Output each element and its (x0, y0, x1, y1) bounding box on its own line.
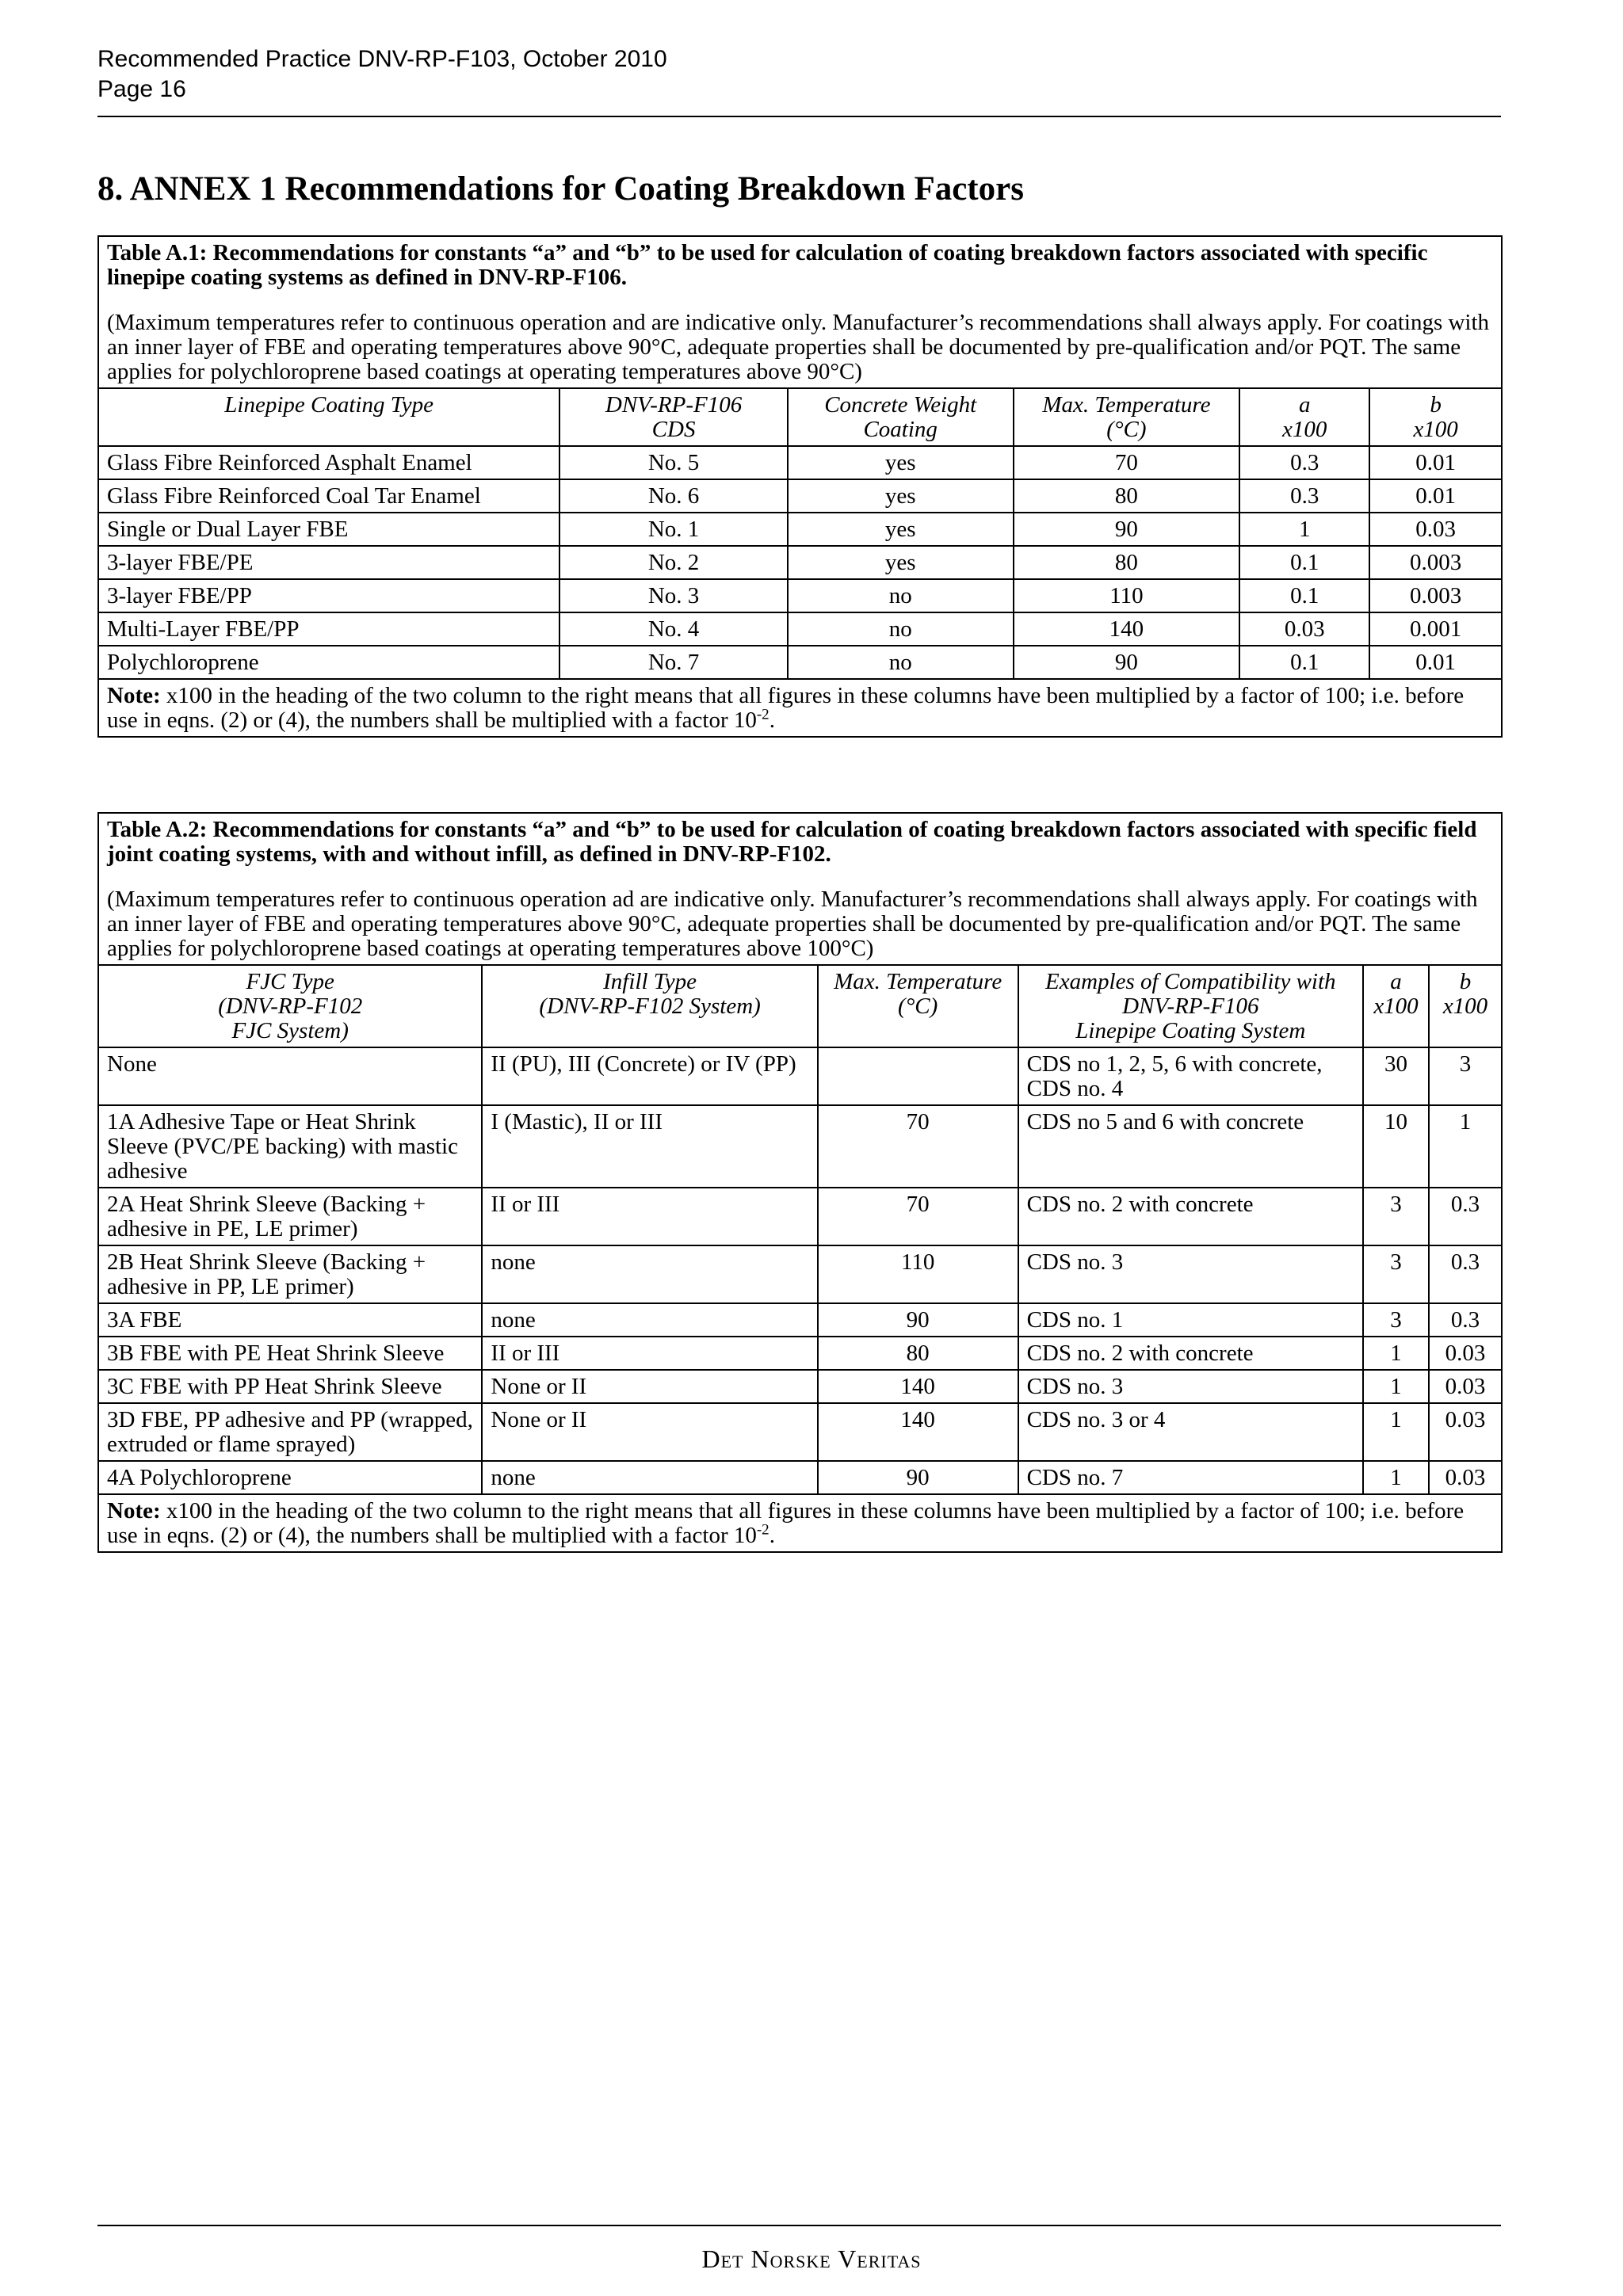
table-cell: 3 (1363, 1303, 1429, 1337)
table-cell: Polychloroprene (98, 646, 559, 679)
table-a2-header-row (98, 965, 1502, 1047)
table-a2-footnote-row (98, 1494, 1502, 1552)
table-cell: 0.03 (1429, 1461, 1502, 1494)
table-cell: CDS no. 3 or 4 (1018, 1403, 1363, 1461)
table-cell: 3 (1363, 1188, 1429, 1245)
table-cell: 0.3 (1429, 1303, 1502, 1337)
table-cell: No. 3 (559, 579, 788, 612)
table-cell: Glass Fibre Reinforced Coal Tar Enamel (98, 479, 559, 513)
table-a2 (97, 812, 1503, 1553)
table-cell: 0.03 (1429, 1403, 1502, 1461)
table-cell: 4A Polychloroprene (98, 1461, 482, 1494)
column-header: Linepipe Coating Type (98, 388, 559, 446)
table-cell: 3D FBE, PP adhesive and PP (wrapped, extruded or flame sprayed) (98, 1403, 482, 1461)
table-cell: Multi-Layer FBE/PP (98, 612, 559, 646)
table-cell: II (PU), III (Concrete) or IV (PP) (482, 1047, 817, 1105)
header-page-number: Page 16 (97, 76, 186, 102)
table-cell: Glass Fibre Reinforced Asphalt Enamel (98, 446, 559, 479)
table-row (98, 1461, 1502, 1494)
table-cell: no (788, 612, 1014, 646)
column-header: Max. Temperature (°C) (818, 965, 1018, 1047)
table-row (98, 1403, 1502, 1461)
table-cell: CDS no. 2 with concrete (1018, 1337, 1363, 1370)
header-document-title: Recommended Practice DNV-RP-F103, October 2010 (97, 46, 667, 72)
table-cell: 3 (1429, 1047, 1502, 1105)
footnote-exponent: -2 (756, 706, 769, 723)
table-cell: 0.3 (1429, 1188, 1502, 1245)
table-cell: II or III (482, 1188, 817, 1245)
table-cell: 3-layer FBE/PP (98, 579, 559, 612)
table-cell: 0.01 (1369, 446, 1502, 479)
table-cell: 0.003 (1369, 546, 1502, 579)
table-cell: 0.03 (1369, 513, 1502, 546)
footnote-label: Note: (107, 1498, 161, 1524)
table-a1-caption: Table A.1: Recommendations for constants “a” and “b” to be used for calculation of coating breakdown factors associated with specific linepipe coating systems as defined in DNV-RP-F106. (107, 240, 1428, 290)
table-row (98, 1337, 1502, 1370)
table-cell: 0.3 (1429, 1245, 1502, 1303)
table-cell: 110 (1014, 579, 1240, 612)
table-a2-footnote: Note: x100 in the heading of the two column to the right means that all figures in these columns have been multiplied by a factor of 100; i.e. before use in eqns. (2) or (4), the numbers shall be multiplied with a factor $10^{-2}$. (98, 1494, 1502, 1552)
column-header: Examples of Compatibility with DNV-RP-F106 Linepipe Coating System (1018, 965, 1363, 1047)
table-cell: No. 6 (559, 479, 788, 513)
running-header (97, 44, 667, 105)
table-cell: II or III (482, 1337, 817, 1370)
footnote-text: x100 in the heading of the two column to the right means that all figures in these columns have been multiplied by a factor of 100; i.e. before use in eqns. (2) or (4), the numbers shall be multiplied with a factor 10 (107, 1498, 1465, 1548)
table-cell: yes (788, 513, 1014, 546)
table-cell: CDS no. 1 (1018, 1303, 1363, 1337)
table-cell: 1 (1363, 1337, 1429, 1370)
table-cell: 3C FBE with PP Heat Shrink Sleeve (98, 1370, 482, 1403)
table-cell: No. 2 (559, 546, 788, 579)
table-cell: no (788, 579, 1014, 612)
table-cell: 1 (1363, 1370, 1429, 1403)
table-cell: none (482, 1303, 817, 1337)
table-cell: 90 (1014, 513, 1240, 546)
table-cell: 0.03 (1239, 612, 1369, 646)
table-cell: None or II (482, 1370, 817, 1403)
column-header: Max. Temperature (°C) (1014, 388, 1240, 446)
table-cell: 3 (1363, 1245, 1429, 1303)
table-row (98, 1370, 1502, 1403)
footnote-label: Note: (107, 683, 161, 708)
table-a2-caption-row (98, 813, 1502, 965)
table-cell: Single or Dual Layer FBE (98, 513, 559, 546)
table-row (98, 646, 1502, 679)
table-cell: CDS no. 3 (1018, 1370, 1363, 1403)
table-cell: 90 (1014, 646, 1240, 679)
table-cell: 1 (1239, 513, 1369, 546)
column-header: b x100 (1429, 965, 1502, 1047)
table-a1-header-row (98, 388, 1502, 446)
table-cell: yes (788, 446, 1014, 479)
table-cell: 1 (1363, 1403, 1429, 1461)
column-header: FJC Type (DNV-RP-F102 FJC System) (98, 965, 482, 1047)
table-cell: CDS no 5 and 6 with concrete (1018, 1105, 1363, 1188)
table-a1-caption-note: (Maximum temperatures refer to continuous operation and are indicative only. Manufacturer’s recommendations shall always apply. For coatings with an inner layer of FBE and operating temperatures above 90°C, adequate properties shall be documented by pre-qualification and/or PQT. The same applies for polychloroprene based coatings at operating temperatures above 90°C) (107, 310, 1490, 384)
table-cell: CDS no. 2 with concrete (1018, 1188, 1363, 1245)
table-cell: No. 4 (559, 612, 788, 646)
table-cell: 0.01 (1369, 479, 1502, 513)
table-cell: No. 1 (559, 513, 788, 546)
column-header: a x100 (1363, 965, 1429, 1047)
table-cell: 0.01 (1369, 646, 1502, 679)
table-row (98, 479, 1502, 513)
footnote-text: x100 in the heading of the two column to the right means that all figures in these columns have been multiplied by a factor of 100; i.e. before use in eqns. (2) or (4), the numbers shall be multiplied with a factor 10 (107, 683, 1465, 733)
table-a1-caption-cell (98, 236, 1502, 388)
table-cell: 0.3 (1239, 479, 1369, 513)
table-row (98, 446, 1502, 479)
table-cell: 10 (1363, 1105, 1429, 1188)
table-cell: 2B Heat Shrink Sleeve (Backing + adhesive in PP, LE primer) (98, 1245, 482, 1303)
footer-publisher: Det Norske Veritas (701, 2245, 922, 2273)
table-a1-footnote: Note: x100 in the heading of the two column to the right means that all figures in these columns have been multiplied by a factor of 100; i.e. before use in eqns. (2) or (4), the numbers shall be multiplied with a factor $10^{-2}$. (98, 679, 1502, 737)
table-cell: 70 (818, 1188, 1018, 1245)
table-cell: 110 (818, 1245, 1018, 1303)
table-cell: 70 (1014, 446, 1240, 479)
table-cell: 2A Heat Shrink Sleeve (Backing + adhesive in PE, LE primer) (98, 1188, 482, 1245)
table-row (98, 1047, 1502, 1105)
table-cell: 0.3 (1239, 446, 1369, 479)
table-cell: I (Mastic), II or III (482, 1105, 817, 1188)
table-cell: 0.003 (1369, 579, 1502, 612)
table-cell: 0.03 (1429, 1370, 1502, 1403)
table-cell: CDS no. 7 (1018, 1461, 1363, 1494)
table-cell: None or II (482, 1403, 817, 1461)
table-cell: 3A FBE (98, 1303, 482, 1337)
column-header: Infill Type (DNV-RP-F102 System) (482, 965, 817, 1047)
table-cell: CDS no 1, 2, 5, 6 with concrete, CDS no. 4 (1018, 1047, 1363, 1105)
table-a2-caption-cell (98, 813, 1502, 965)
table-cell: 0.1 (1239, 546, 1369, 579)
table-row (98, 612, 1502, 646)
table-cell: none (482, 1461, 817, 1494)
table-cell: 3B FBE with PE Heat Shrink Sleeve (98, 1337, 482, 1370)
table-cell: 80 (818, 1337, 1018, 1370)
table-row (98, 546, 1502, 579)
table-cell: 3-layer FBE/PE (98, 546, 559, 579)
table-cell: 90 (818, 1303, 1018, 1337)
table-a1-caption-row (98, 236, 1502, 388)
table-cell: none (482, 1245, 817, 1303)
column-header: Concrete Weight Coating (788, 388, 1014, 446)
table-cell: 140 (818, 1370, 1018, 1403)
table-cell (818, 1047, 1018, 1105)
table-row (98, 1105, 1502, 1188)
table-cell: 70 (818, 1105, 1018, 1188)
table-cell: no (788, 646, 1014, 679)
table-a1-footnote-row (98, 679, 1502, 737)
column-header: b x100 (1369, 388, 1502, 446)
table-cell: No. 7 (559, 646, 788, 679)
table-cell: 90 (818, 1461, 1018, 1494)
table-cell: 0.1 (1239, 579, 1369, 612)
table-row (98, 1188, 1502, 1245)
column-header: a x100 (1239, 388, 1369, 446)
table-cell: 140 (1014, 612, 1240, 646)
footnote-exponent: -2 (756, 1521, 769, 1539)
table-cell: 30 (1363, 1047, 1429, 1105)
table-row (98, 1303, 1502, 1337)
table-row (98, 579, 1502, 612)
table-a2-caption-note: (Maximum temperatures refer to continuous operation ad are indicative only. Manufacturer’s recommendations shall always apply. For coatings with an inner layer of FBE and operating temperatures above 90°C, adequate properties shall be documented by pre-qualification and/or PQT. The same applies for polychloroprene based coatings at operating temperatures above 100°C) (107, 887, 1478, 961)
column-header: DNV-RP-F106 CDS (559, 388, 788, 446)
table-cell: 80 (1014, 546, 1240, 579)
footer-rule (97, 2225, 1501, 2226)
table-a1 (97, 235, 1503, 738)
table-cell: 80 (1014, 479, 1240, 513)
header-rule (97, 116, 1501, 117)
section-title: 8. ANNEX 1 Recommendations for Coating Breakdown Factors (97, 170, 1024, 208)
table-cell: 0.1 (1239, 646, 1369, 679)
table-cell: 140 (818, 1403, 1018, 1461)
table-row (98, 1245, 1502, 1303)
table-cell: 1 (1429, 1105, 1502, 1188)
table-cell: No. 5 (559, 446, 788, 479)
table-cell: 1A Adhesive Tape or Heat Shrink Sleeve (PVC/PE backing) with mastic adhesive (98, 1105, 482, 1188)
table-cell: yes (788, 479, 1014, 513)
table-cell: None (98, 1047, 482, 1105)
table-cell: 1 (1363, 1461, 1429, 1494)
table-cell: CDS no. 3 (1018, 1245, 1363, 1303)
table-cell: yes (788, 546, 1014, 579)
table-cell: 0.03 (1429, 1337, 1502, 1370)
table-a2-caption: Table A.2: Recommendations for constants “a” and “b” to be used for calculation of coating breakdown factors associated with specific field joint coating systems, with and without infill, as defined in DNV-RP-F102. (107, 817, 1477, 867)
table-row (98, 513, 1502, 546)
table-cell: 0.001 (1369, 612, 1502, 646)
